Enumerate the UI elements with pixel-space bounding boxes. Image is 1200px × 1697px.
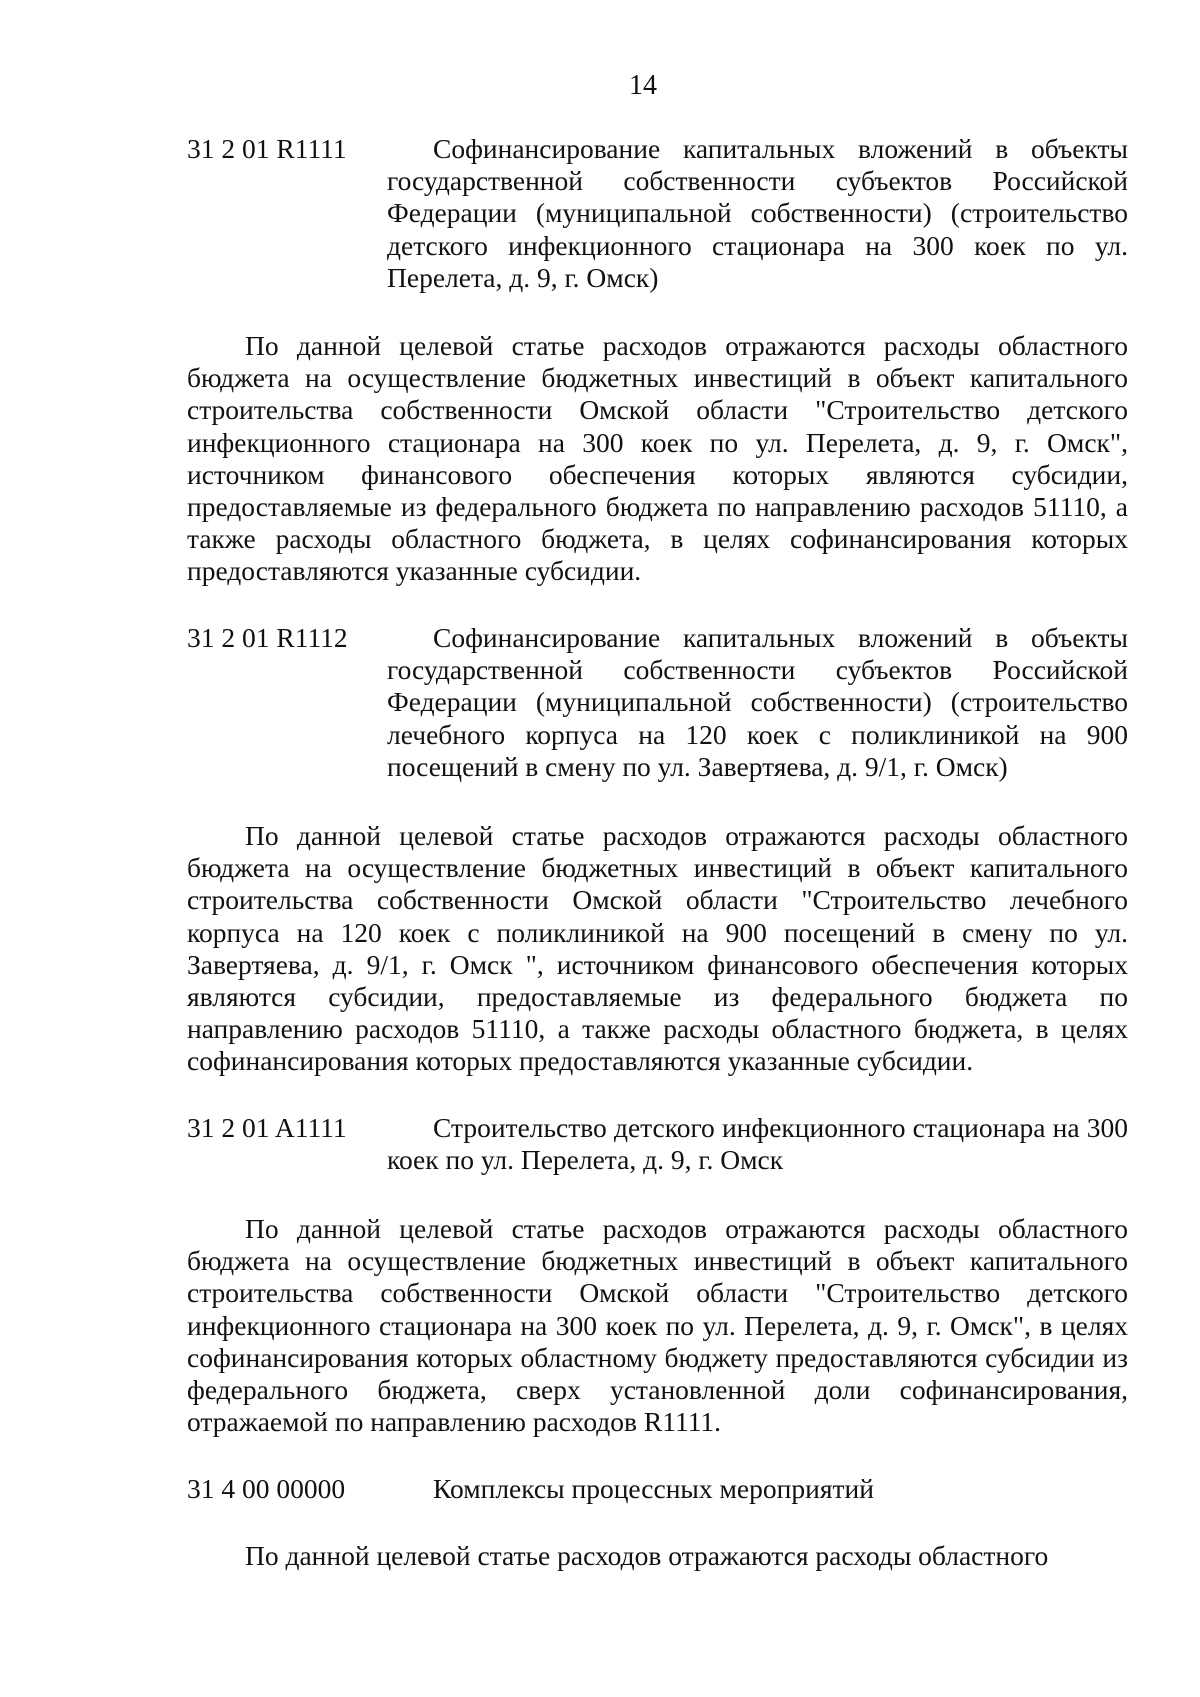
- article-title: Софинансирование капитальных вложений в объекты государственной собственности субъектов Российской Федерации (муниципальной собственности) (строительство лечебного корпуса на 120 коек с поликлиникой на 900 посещений в смену по ул. Завертяева, д. 9/1, г. Омск): [387, 622, 1128, 782]
- article-description: По данной целевой статье расходов отражаются расходы областного бюджета на осуществление бюджетных инвестиций в объект капитального строительства собственности Омской области "Строительство детского инфекционного стационара на 300 коек по ул. Перелета, д. 9, г. Омск", источником финансового обеспечения которых являются субсидии, предоставляемые из федерального бюджета по направлению расходов 51110, а также расходы областного бюджета, в целях софинансирования которых предоставляются указанные субсидии.: [187, 330, 1128, 587]
- budget-article-entry: [187, 133, 1128, 294]
- budget-article-entry: [187, 1112, 1128, 1176]
- article-title: Софинансирование капитальных вложений в объекты государственной собственности субъектов Российской Федерации (муниципальной собственности) (строительство детского инфекционного стационара на 300 коек по ул. Перелета, д. 9, г. Омск): [387, 133, 1128, 293]
- article-title: Комплексы процессных мероприятий: [433, 1473, 874, 1504]
- budget-article-entry: [187, 1473, 1128, 1505]
- article-description: По данной целевой статье расходов отражаются расходы областного бюджета на осуществление бюджетных инвестиций в объект капитального строительства собственности Омской области "Строительство детского инфекционного стационара на 300 коек по ул. Перелета, д. 9, г. Омск", в целях софинансирования которых областному бюджету предоставляются субсидии из федерального бюджета, сверх установленной доли софинансирования, отражаемой по направлению расходов R1111.: [187, 1213, 1128, 1438]
- article-description: По данной целевой статье расходов отражаются расходы областного: [245, 1540, 1049, 1571]
- article-code: 31 2 01 A1111: [187, 1112, 347, 1143]
- page-number: 14: [629, 70, 657, 101]
- article-title: Строительство детского инфекционного стационара на 300 коек по ул. Перелета, д. 9, г. Омск: [387, 1112, 1128, 1176]
- article-code: 31 2 01 R1111: [187, 133, 347, 164]
- budget-article-entry: [187, 622, 1128, 783]
- article-description: По данной целевой статье расходов отражаются расходы областного бюджета на осуществление бюджетных инвестиций в объект капитального строительства собственности Омской области "Строительство лечебного корпуса на 120 коек с поликлиникой на 900 посещений в смену по ул. Завертяева, д. 9/1, г. Омск ", источником финансового обеспечения которых являются субсидии, предоставляемые из федерального бюджета по направлению расходов 51110, а также расходы областного бюджета, в целях софинансирования которых предоставляются указанные субсидии.: [187, 820, 1128, 1077]
- article-code: 31 2 01 R1112: [187, 622, 348, 653]
- article-code: 31 4 00 00000: [187, 1473, 346, 1504]
